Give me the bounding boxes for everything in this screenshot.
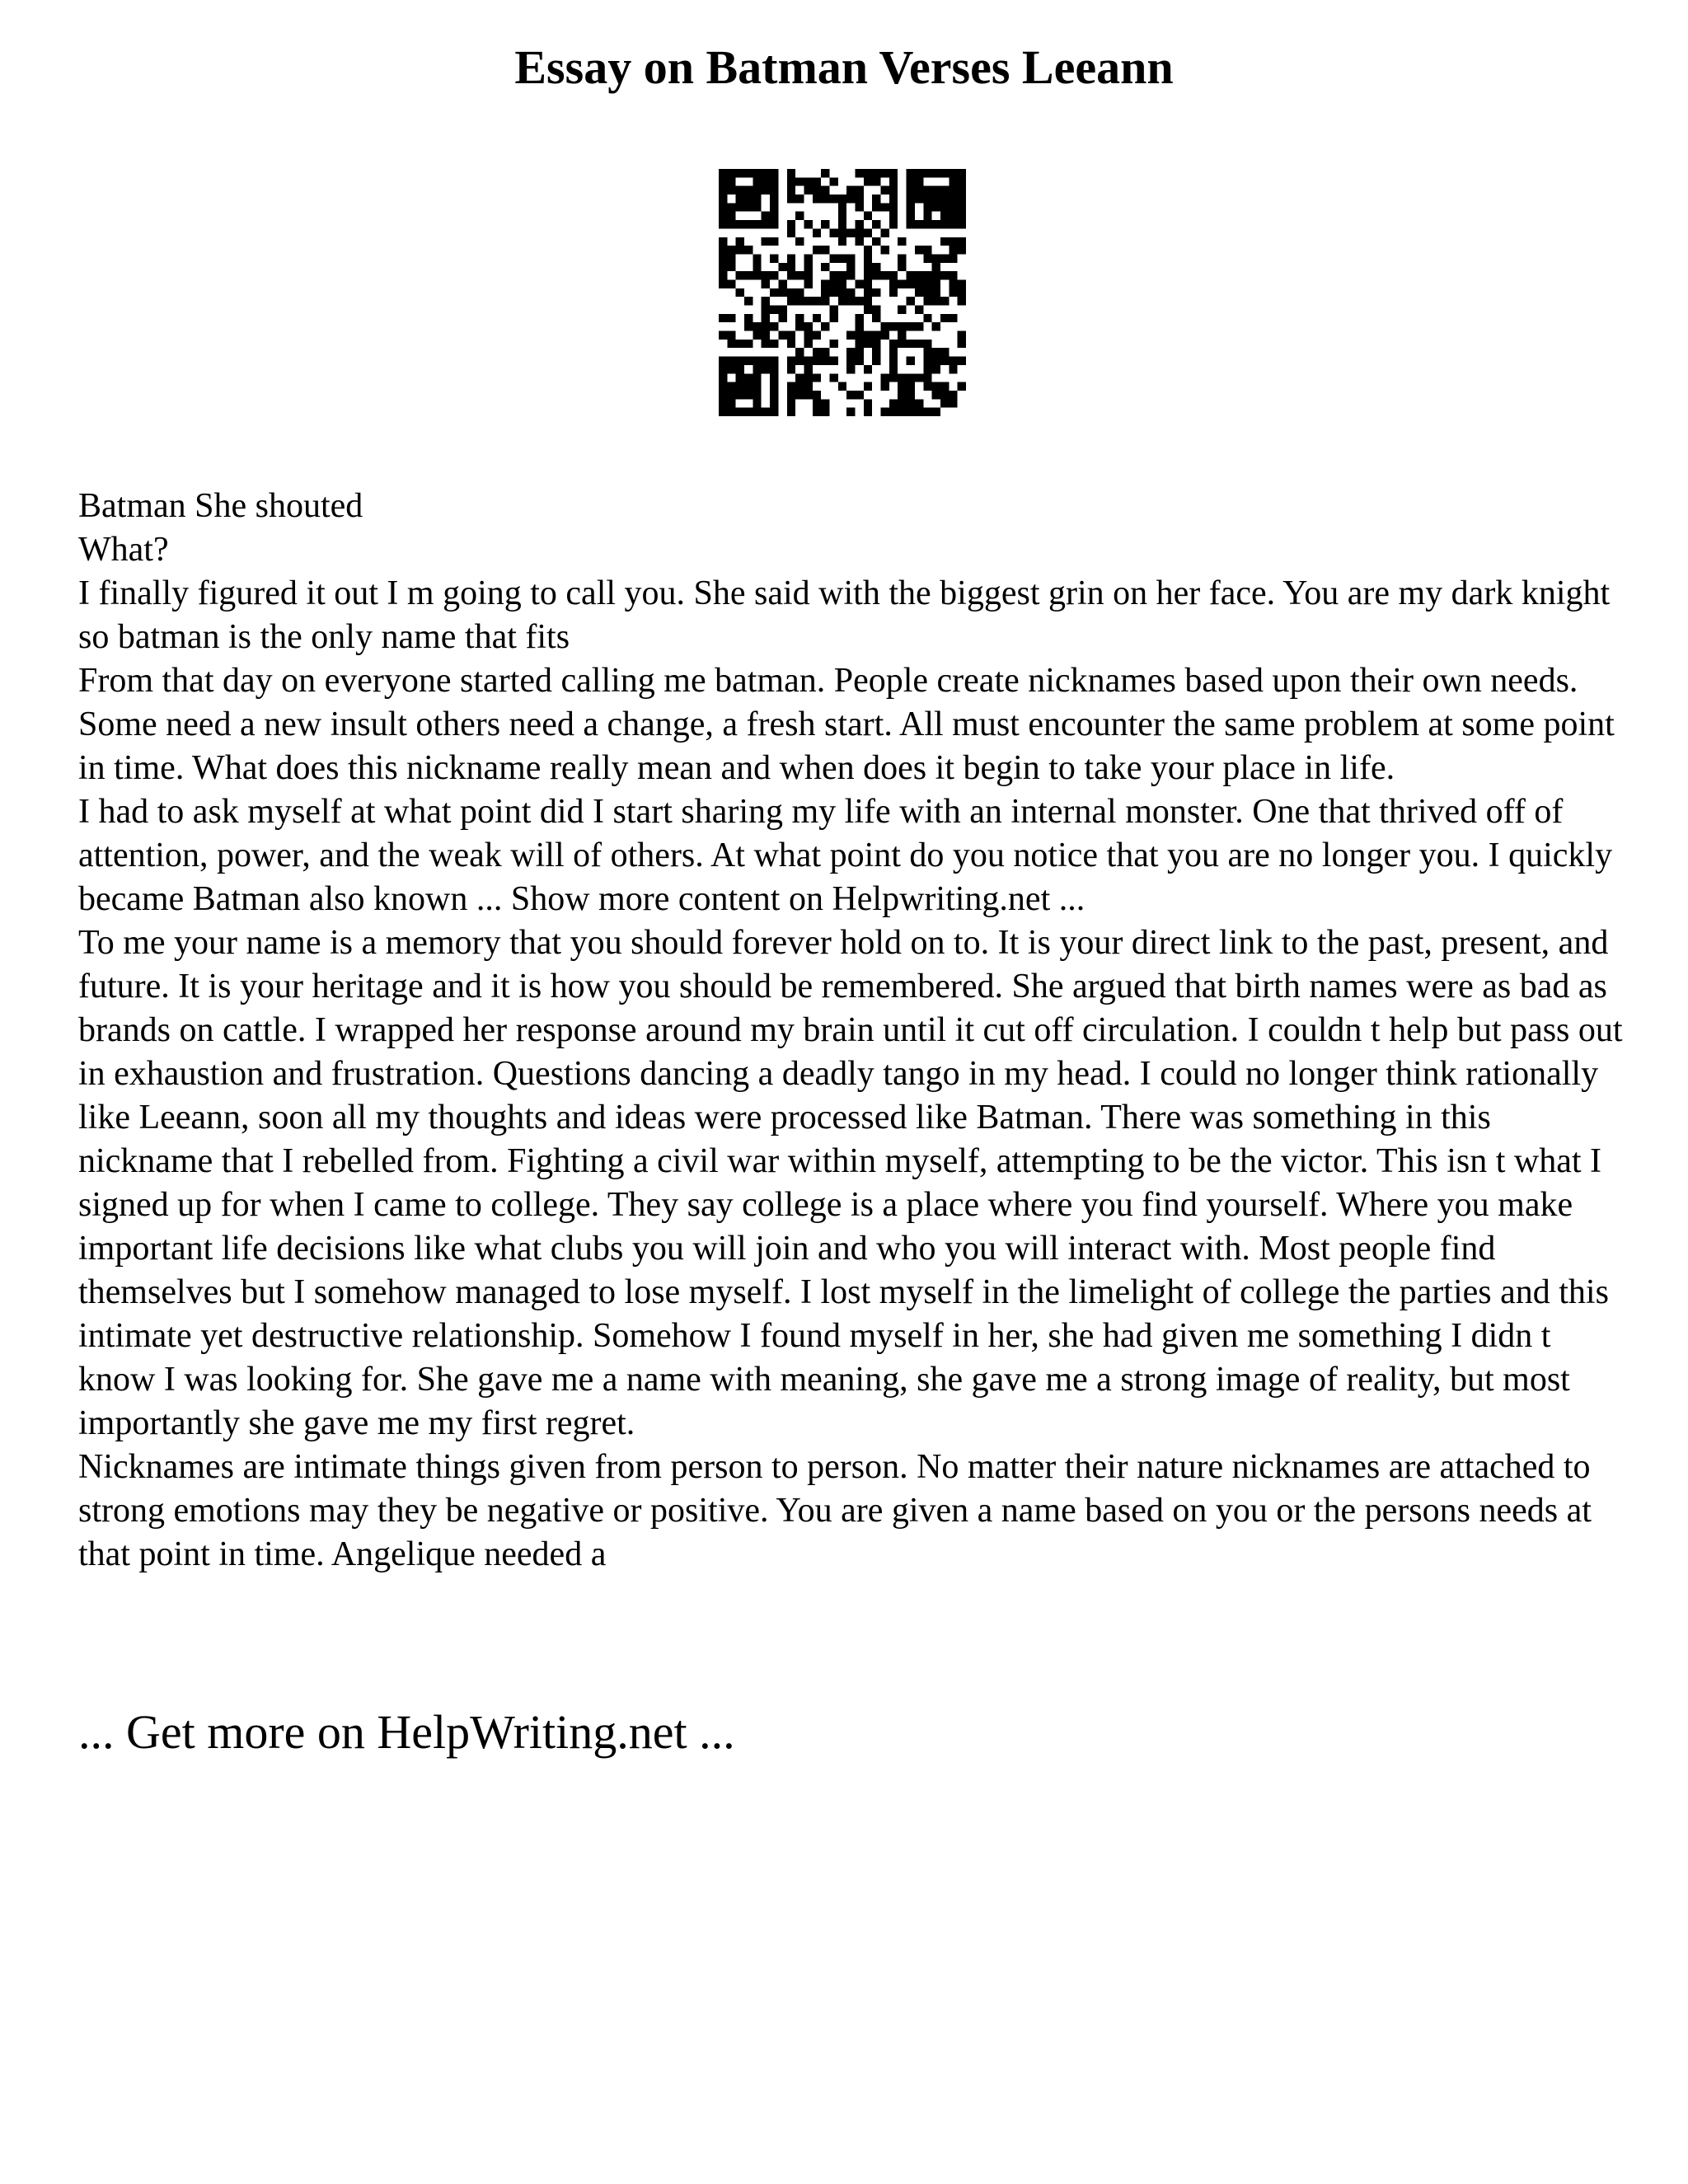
essay-paragraph: From that day on everyone started calling me batman. People create nicknames based upon their own needs. Some need a new insult others need a change, a fresh start. All must encounter the same problem at some point in time. What does this nickname really mean and when does it begin to take your place in life. <box>78 662 1615 787</box>
essay-paragraph: I finally figured it out I m going to call you. She said with the biggest grin on her face. You are my dark knight so batman is the only name that fits <box>78 574 1611 656</box>
essay-paragraph: Batman She shouted <box>78 487 363 525</box>
essay-paragraph: Nicknames are intimate things given from person to person. No matter their nature nicknames are attached to strong emotions may they be negative or positive. You are given a name based on you or the persons needs at that point in time. Angelique needed a <box>78 1448 1592 1573</box>
essay-paragraph: I had to ask myself at what point did I start sharing my life with an internal monster. One that thrived off of attention, power, and the weak will of others. At what point do you notice that you are no longer you. I quickly became Batman also known ... Show more content on Helpwriting.net ... <box>78 793 1613 918</box>
document-title: Essay on Batman Verses Leeann <box>514 40 1174 94</box>
essay-paragraph: What? <box>78 531 169 569</box>
get-more-link[interactable]: ... Get more on HelpWriting.net ... <box>78 1705 735 1759</box>
qr-code-icon <box>719 169 966 416</box>
essay-paragraph: To me your name is a memory that you should forever hold on to. It is your direct link to the past, present, and future. It is your heritage and it is how you should be remembered. She argued that birth names were as bad as brands on cattle. I wrapped her response around my brain until it cut off circulation. I couldn t help but pass out in exhaustion and frustration. Questions dancing a deadly tango in my head. I could no longer think rationally like Leeann, soon all my thoughts and ideas were processed like Batman. There was something in this nickname that I rebelled from. Fighting a civil war within myself, attempting to be the victor. This isn t what I signed up for when I came to college. They say college is a place where you find yourself. Where you make important life decisions like what clubs you will join and who you will interact with. Most people find themselves but I somehow managed to lose myself. I lost myself in the limelight of college the parties and this intimate yet destructive relationship. Somehow I found myself in her, she had given me something I didn t know I was looking for. She gave me a name with meaning, she gave me a strong image of reality, but most importantly she gave me my first regret. <box>78 924 1623 1442</box>
essay-body <box>78 485 1628 1577</box>
